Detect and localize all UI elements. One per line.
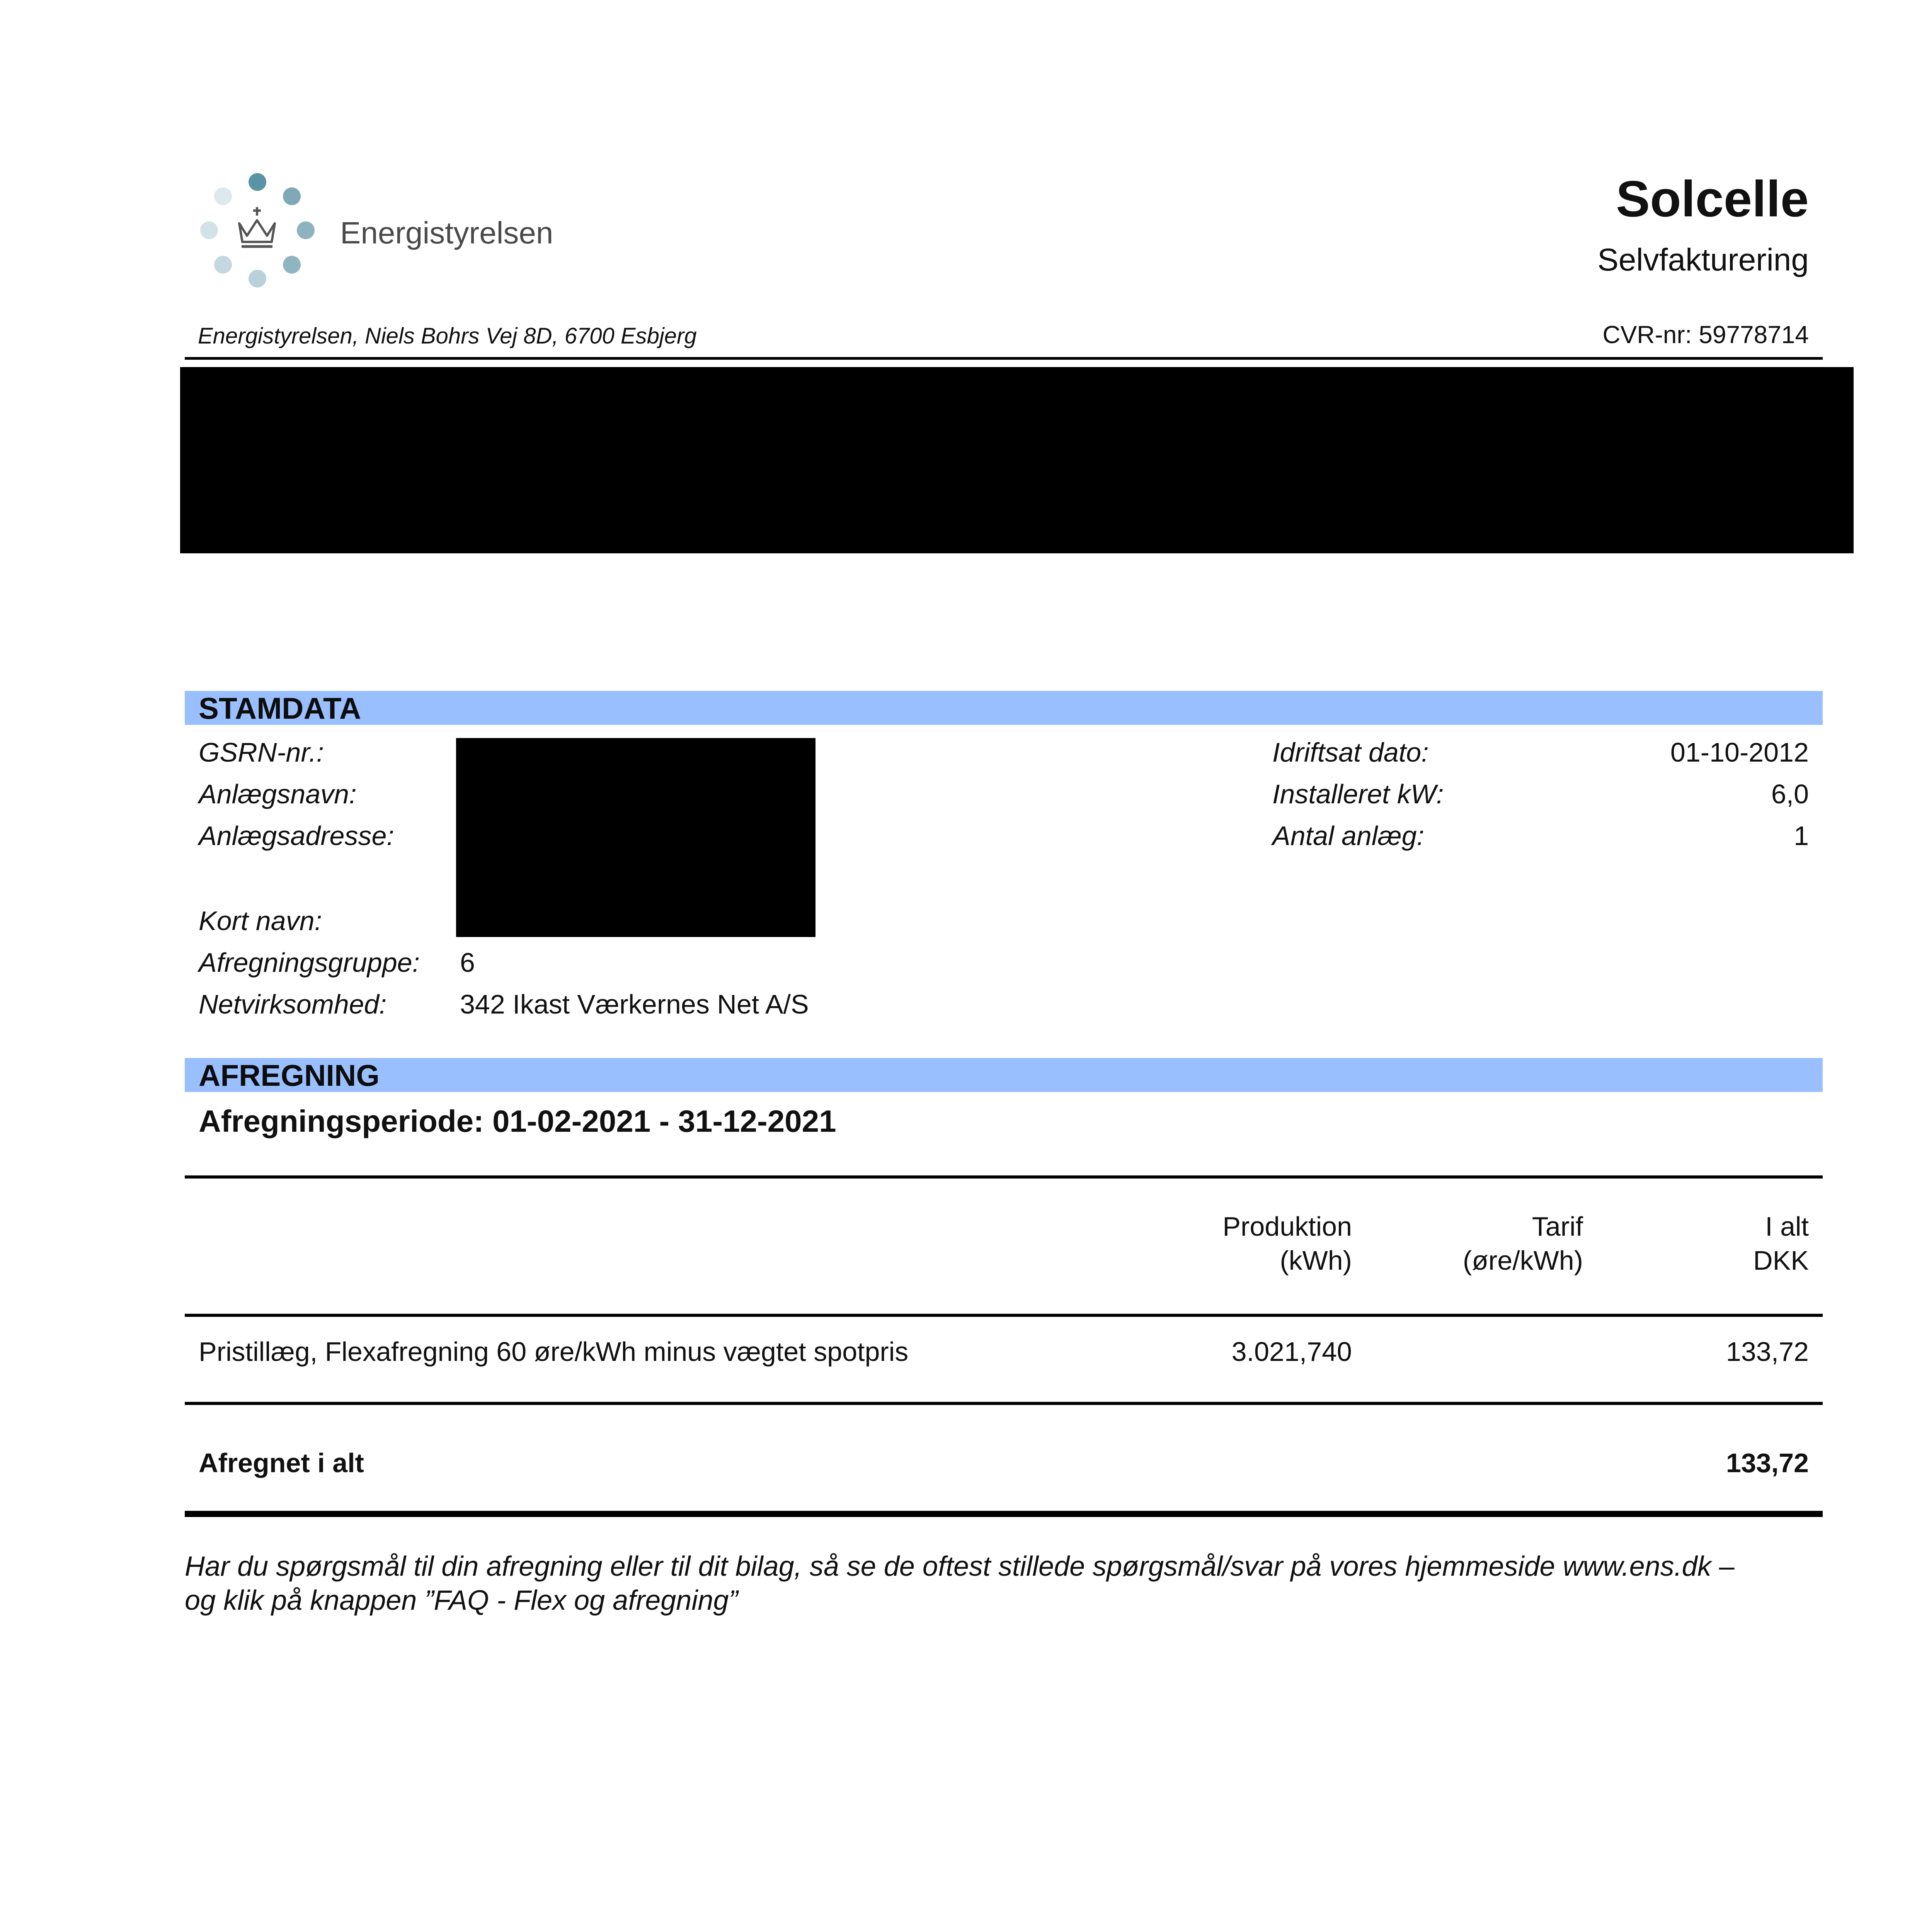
- afregningsperiode: Afregningsperiode: 01-02-2021 - 31-12-2021: [199, 1104, 836, 1138]
- sender-address: Energistyrelsen, Niels Bohrs Vej 8D, 6700 Esbjerg: [198, 323, 697, 349]
- table-bottom-rule: [185, 1511, 1823, 1517]
- afregning-section-bar: [185, 1058, 1823, 1092]
- col-tarif-header: Tarif (øre/kWh): [1462, 1211, 1583, 1276]
- row-produktion: 3.021,740: [1231, 1337, 1352, 1367]
- logo-dot: [214, 187, 232, 205]
- logo-dot: [283, 256, 301, 274]
- installeret-label: Installeret kW:: [1272, 779, 1444, 809]
- logo-dot: [297, 221, 315, 239]
- col-ialt-header: I alt DKK: [1753, 1211, 1809, 1276]
- row-ialt: 133,72: [1726, 1337, 1809, 1367]
- crown-icon: [234, 205, 280, 251]
- logo-dot: [249, 173, 266, 191]
- afregningsgruppe-label: Afregningsgruppe:: [199, 947, 420, 978]
- table-top-rule: [185, 1175, 1823, 1179]
- total-label: Afregnet i alt: [199, 1448, 364, 1478]
- anlaegsnavn-label: Anlægsnavn:: [199, 779, 357, 809]
- kort-navn-label: Kort navn:: [199, 906, 322, 936]
- idriftsat-label: Idriftsat dato:: [1272, 737, 1429, 767]
- logo: [193, 170, 557, 294]
- netvirksomhed-value: 342 Ikast Værkernes Net A/S: [460, 989, 809, 1019]
- faq-note: Har du spørgsmål til din afregning eller til dit bilag, så se de oftest stillede spørgsmål/svar på vores hjemmeside www.ens.dk – og klik på knappen ”FAQ - Flex og afregning”: [185, 1551, 1735, 1616]
- table-row-rule: [185, 1402, 1823, 1405]
- antal-label: Antal anlæg:: [1272, 821, 1425, 851]
- document-title: Solcelle: [1616, 170, 1809, 227]
- row-description: Pristillæg, Flexafregning 60 øre/kWh minus vægtet spotpris: [199, 1337, 909, 1367]
- stamdata-heading: STAMDATA: [199, 691, 361, 725]
- total-value: 133,72: [1726, 1448, 1809, 1478]
- logo-text: Energistyrelsen: [340, 216, 553, 250]
- document-subtitle: Selvfakturering: [1597, 242, 1809, 277]
- logo-dot: [214, 256, 232, 274]
- gsrn-label: GSRN-nr.:: [199, 737, 324, 767]
- anlaegsadresse-label: Anlægsadresse:: [199, 821, 394, 851]
- redacted-recipient-block: [180, 367, 1854, 553]
- redacted-plant-details: [456, 738, 815, 937]
- header-rule: [185, 357, 1823, 360]
- col-produktion-header: Produktion (kWh): [1222, 1211, 1352, 1276]
- netvirksomhed-label: Netvirksomhed:: [199, 989, 387, 1019]
- cvr-number: CVR-nr: 59778714: [1602, 321, 1809, 349]
- stamdata-section-bar: [185, 691, 1823, 725]
- table-header-rule: [185, 1314, 1823, 1317]
- installeret-value: 6,0: [1771, 779, 1809, 809]
- logo-dot: [200, 221, 218, 239]
- antal-value: 1: [1794, 821, 1809, 851]
- logo-dot: [249, 270, 266, 287]
- logo-dot: [283, 187, 301, 205]
- afregning-heading: AFREGNING: [199, 1058, 380, 1092]
- afregningsgruppe-value: 6: [460, 947, 475, 978]
- idriftsat-value: 01-10-2012: [1670, 737, 1809, 767]
